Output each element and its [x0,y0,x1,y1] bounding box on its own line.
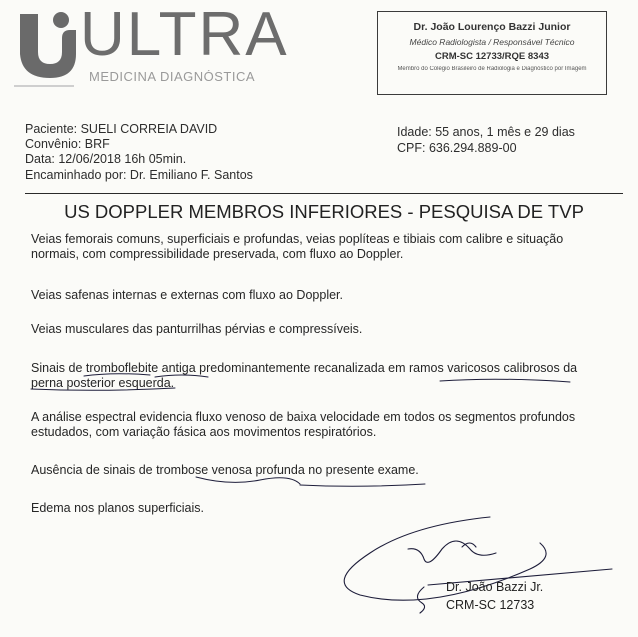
signature-name: Dr. João Bazzi Jr. [446,580,544,594]
signature-crm: CRM-SC 12733 [446,598,535,612]
logo-divider [14,85,74,87]
doctor-header-box [377,11,607,95]
patient-cpf: CPF: 636.294.889-00 [397,141,517,155]
exam-title: US DOPPLER MEMBROS INFERIORES - PESQUISA DE TVP [64,201,584,222]
doctor-membership: Membro do Colégio Brasileiro de Radiologia e Diagnóstico por Imagem [397,66,587,72]
doctor-role: Médico Radiologista / Responsável Técnico [409,37,575,47]
finding-paragraph: Veias musculares das panturrilhas pérvias e compressíveis. [31,322,363,336]
finding-paragraph: A análise espectral evidencia fluxo venoso de baixa velocidade em todos os segmentos profundos estudados, com variação fásica aos movimentos respiratórios. [31,410,576,439]
exam-date: Data: 12/06/2018 16h 05min. [25,152,187,166]
doctor-crm: CRM-SC 12733/RQE 8343 [434,51,550,62]
finding-paragraph: Sinais de tromboflebite antiga predominantemente recanalizada em ramos varicosos calibrosos da perna posterior esquerda. [31,361,578,390]
referring-doctor: Encaminhado por: Dr. Emiliano F. Santos [25,168,253,182]
header-divider [25,193,623,194]
finding-paragraph: Veias femorais comuns, superficiais e profundas, veias poplíteas e tibiais com calibre e situação normais, com compressibilidade preservada, com fluxo ao Doppler. [31,232,564,261]
ultra-logo-mark [14,8,82,80]
finding-paragraph: Edema nos planos superficiais. [31,501,205,515]
finding-paragraph: Ausência de sinais de trombose venosa profunda no presente exame. [31,463,419,477]
logo-subtitle: MEDICINA DIAGNÓSTICA [89,70,256,81]
patient-name: Paciente: SUELI CORREIA DAVID [25,122,218,136]
patient-age: Idade: 55 anos, 1 mês e 29 dias [397,125,575,139]
patient-insurance: Convênio: BRF [25,137,110,151]
doctor-name: Dr. João Lourenço Bazzi Junior [413,21,571,33]
handwritten-signature [320,513,620,633]
finding-paragraph: Veias safenas internas e externas com fluxo ao Doppler. [31,288,343,302]
logo-wordmark: ULTRA [80,0,289,69]
